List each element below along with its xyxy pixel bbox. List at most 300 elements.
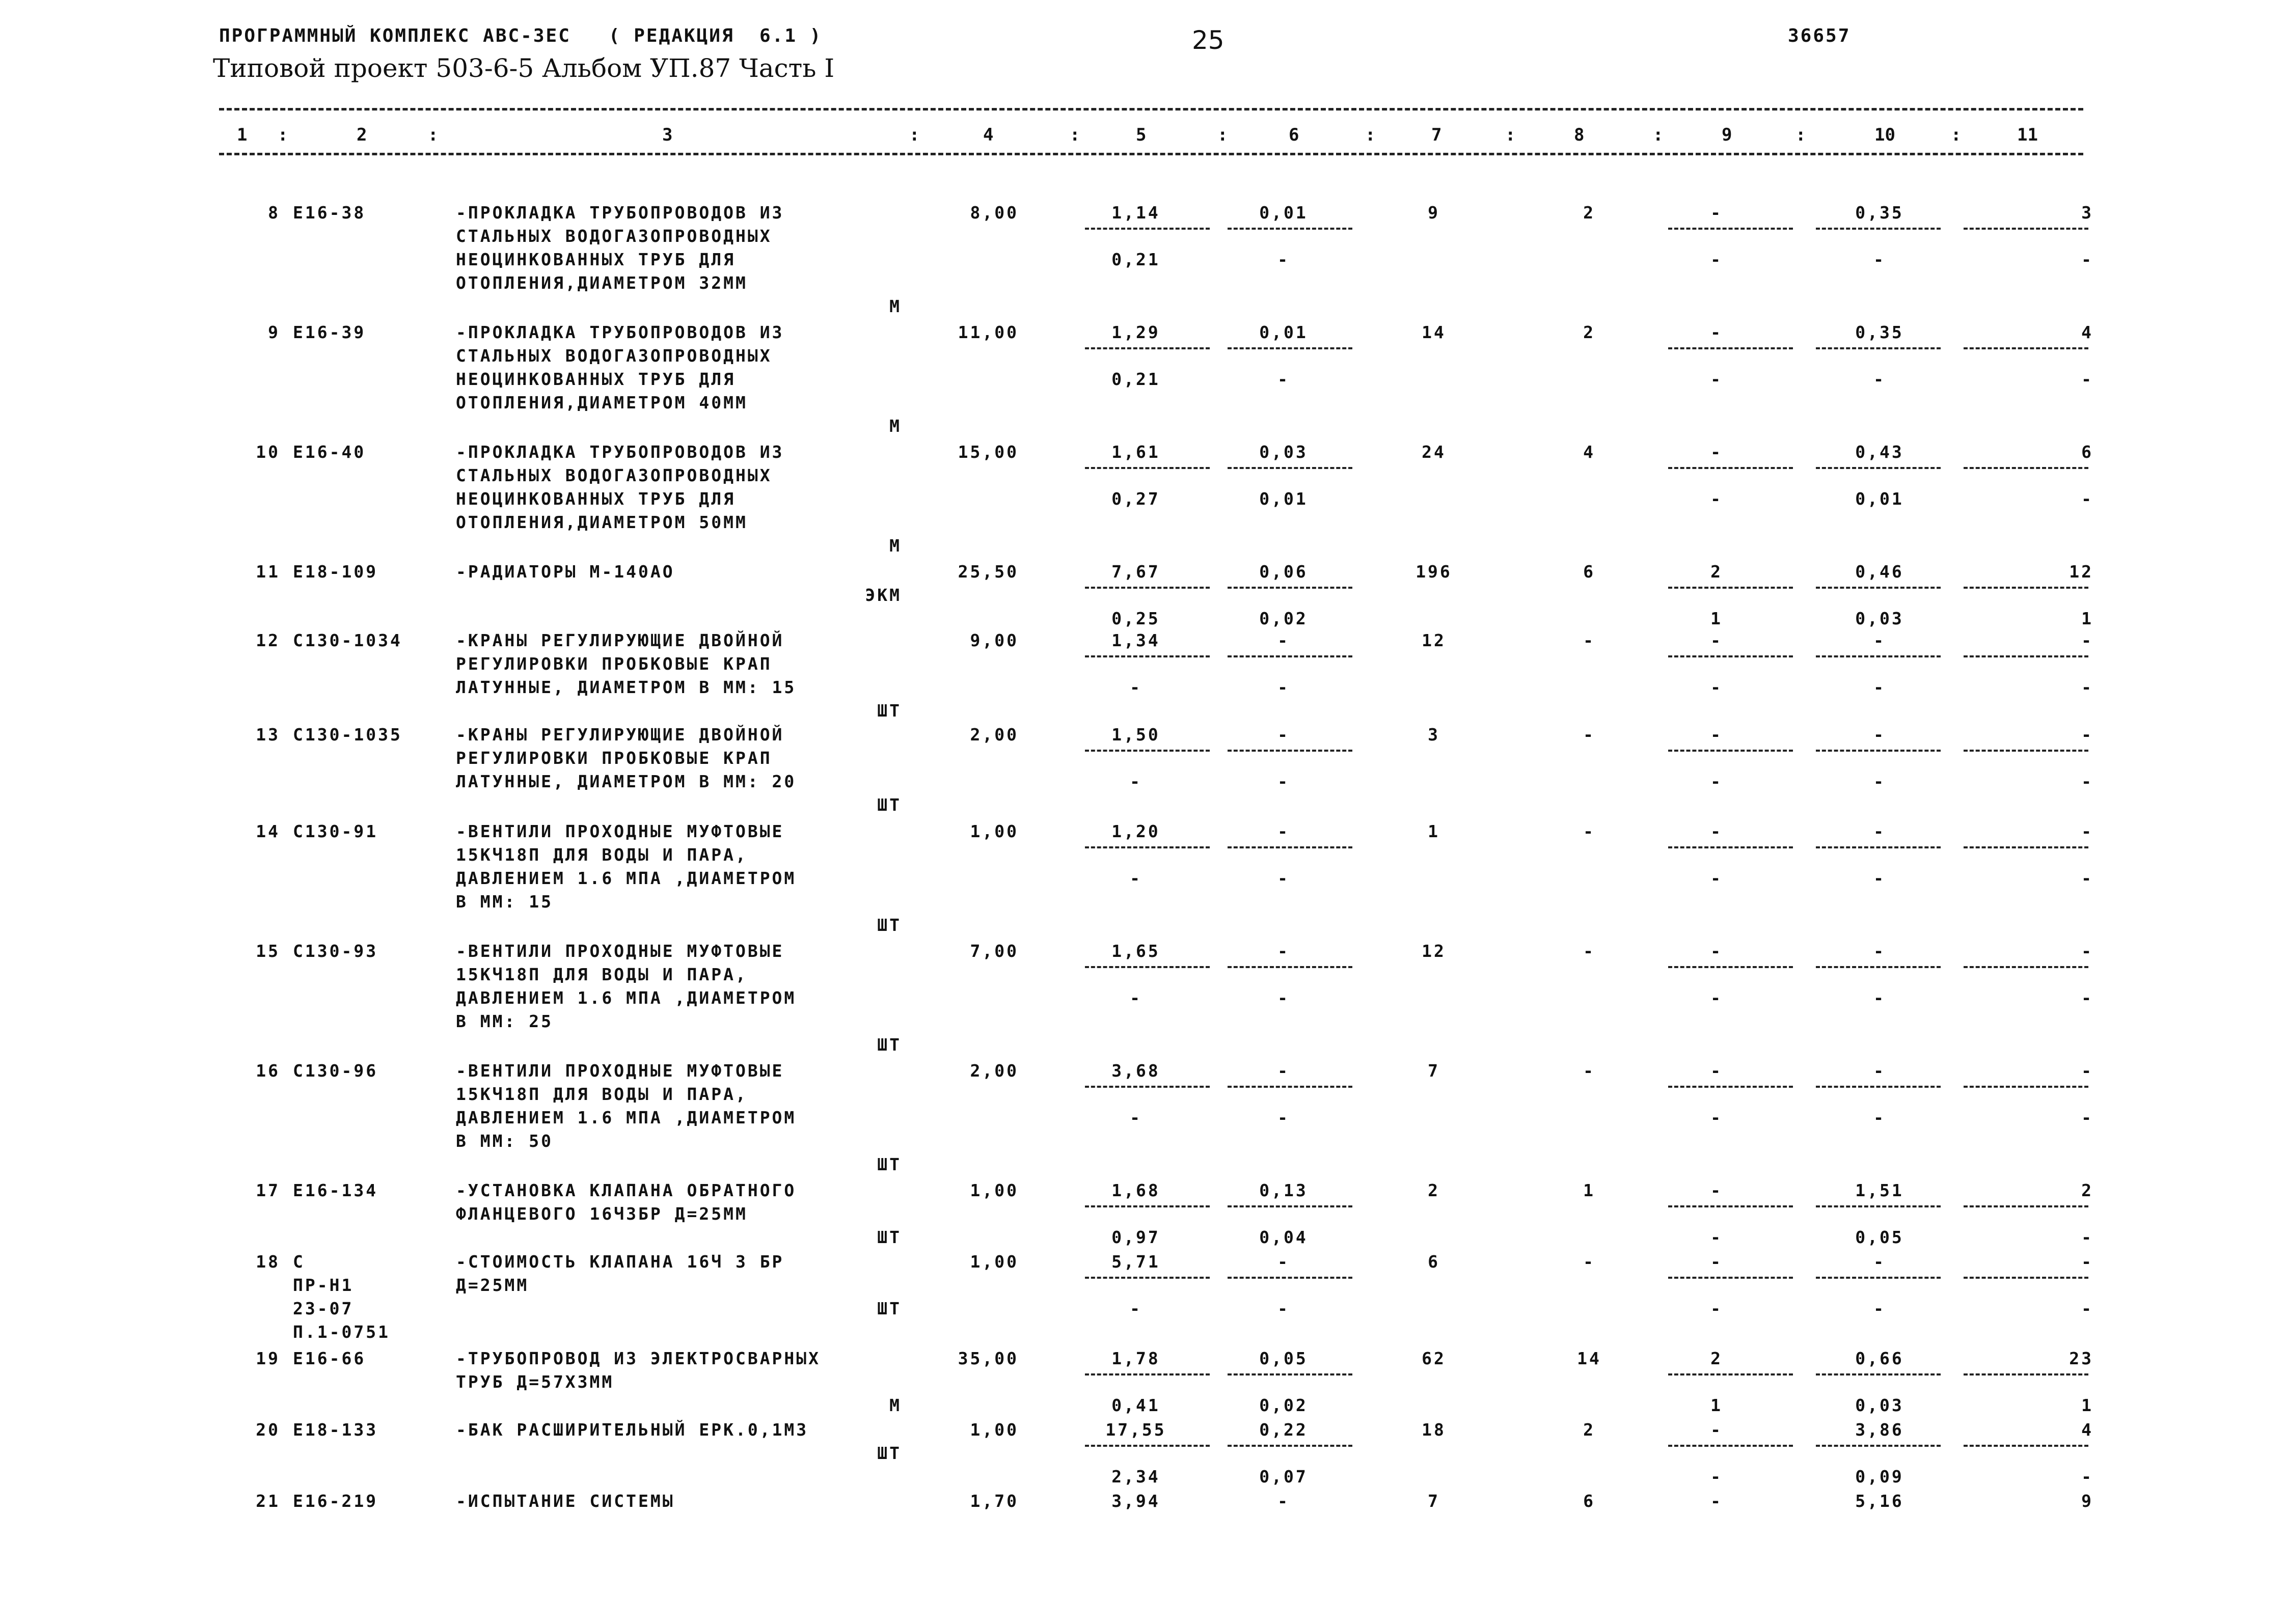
column-header-11: 11 — [2017, 125, 2038, 145]
cell-c8: - — [1583, 1061, 1595, 1081]
cell-c4: 9,00 — [970, 630, 1019, 650]
column-separator: : — [1070, 125, 1080, 145]
cell-c9: - — [1710, 821, 1723, 841]
cell-c9: - — [1710, 1252, 1723, 1272]
cell-c4: 1,00 — [970, 1420, 1019, 1440]
subtotal-rule — [1228, 1277, 1352, 1279]
cell-c7: 6 — [1428, 1252, 1440, 1272]
subtotal-rule — [1228, 467, 1352, 469]
cell-c4: 25,50 — [958, 562, 1019, 582]
header-rule-top — [219, 108, 2083, 111]
cell-c5: 5,71 — [1111, 1252, 1160, 1272]
cell-c9: - — [1710, 725, 1723, 745]
cell-c11-sub: - — [2081, 250, 2093, 269]
row-description: -ПРОКЛАДКА ТРУБОПРОВОДОВ ИЗ — [456, 442, 784, 462]
row-description: СТАЛЬНЫХ ВОДОГАЗОПРОВОДНЫХ — [456, 226, 772, 246]
subtotal-rule — [1085, 467, 1210, 469]
subtotal-rule — [1228, 1205, 1352, 1207]
cell-c9-sub: - — [1710, 1227, 1723, 1247]
row-description: ДАВЛЕНИЕМ 1.6 МПА ,ДИАМЕТРОМ — [456, 868, 797, 888]
row-unit: ШТ — [877, 1035, 902, 1055]
row-description: -ВЕНТИЛИ ПРОХОДНЫЕ МУФТОВЫЕ — [456, 941, 784, 961]
cell-c9-sub: - — [1710, 369, 1723, 389]
subtotal-rule — [1085, 1373, 1210, 1375]
subtotal-rule — [1668, 228, 1793, 230]
cell-c5: 1,78 — [1111, 1348, 1160, 1368]
cell-c10: - — [1873, 725, 1886, 745]
subtotal-rule — [1228, 655, 1352, 657]
cell-c6: 0,06 — [1259, 562, 1308, 582]
cell-c11: 9 — [2081, 1491, 2093, 1511]
column-header-3: 3 — [662, 125, 673, 145]
cell-c9: - — [1710, 1491, 1723, 1511]
row-description: ОТОПЛЕНИЯ,ДИАМЕТРОМ 40ММ — [456, 393, 748, 412]
cell-c8: 2 — [1583, 322, 1595, 342]
row-description: СТАЛЬНЫХ ВОДОГАЗОПРОВОДНЫХ — [456, 346, 772, 366]
row-description: Д=25ММ — [456, 1275, 529, 1295]
row-description: 15КЧ18П ДЛЯ ВОДЫ И ПАРА, — [456, 845, 748, 865]
cell-c4: 11,00 — [958, 322, 1019, 342]
row-description: -КРАНЫ РЕГУЛИРУЮЩИЕ ДВОЙНОЙ — [456, 725, 784, 745]
row-description: -ВЕНТИЛИ ПРОХОДНЫЕ МУФТОВЫЕ — [456, 821, 784, 841]
row-code-extra: П.1-0751 — [293, 1322, 390, 1342]
cell-c5-sub: - — [1130, 1299, 1142, 1318]
cell-c10-sub: - — [1873, 677, 1886, 697]
cell-c9: - — [1710, 322, 1723, 342]
cell-c9-sub: 1 — [1710, 1395, 1723, 1415]
cell-c11: 4 — [2081, 322, 2093, 342]
row-code: С130-1034 — [293, 630, 402, 650]
subtotal-rule — [1816, 655, 1941, 657]
subtotal-rule — [1964, 846, 2088, 848]
row-description: РЕГУЛИРОВКИ ПРОБКОВЫЕ КРАП — [456, 654, 772, 674]
row-unit: М — [889, 536, 902, 556]
cell-c6: - — [1277, 1491, 1290, 1511]
row-description: -ПРОКЛАДКА ТРУБОПРОВОДОВ ИЗ — [456, 322, 784, 342]
subtotal-rule — [1816, 1277, 1941, 1279]
cell-c5: 1,14 — [1111, 203, 1160, 223]
subtotal-rule — [1964, 966, 2088, 968]
row-number: 11 — [256, 562, 280, 582]
header-rule-bottom — [219, 153, 2083, 155]
row-number: 13 — [256, 725, 280, 745]
cell-c10: 0,66 — [1855, 1348, 1904, 1368]
cell-c6-sub: - — [1277, 677, 1290, 697]
cell-c9: - — [1710, 941, 1723, 961]
subtotal-rule — [1668, 846, 1793, 848]
cell-c5: 1,65 — [1111, 941, 1160, 961]
column-separator: : — [1951, 125, 1962, 145]
row-number: 20 — [256, 1420, 280, 1440]
cell-c9-sub: - — [1710, 772, 1723, 791]
row-description: В ММ: 25 — [456, 1011, 553, 1031]
column-separator: : — [1365, 125, 1376, 145]
cell-c11: 6 — [2081, 442, 2093, 462]
row-unit: ЭКМ — [865, 585, 902, 605]
row-description: -ПРОКЛАДКА ТРУБОПРОВОДОВ ИЗ — [456, 203, 784, 223]
cell-c8: 2 — [1583, 203, 1595, 223]
cell-c6-sub: - — [1277, 772, 1290, 791]
row-unit: ШТ — [877, 701, 902, 721]
subtotal-rule — [1964, 228, 2088, 230]
cell-c5: 7,67 — [1111, 562, 1160, 582]
subtotal-rule — [1085, 228, 1210, 230]
cell-c5-sub: 0,21 — [1111, 250, 1160, 269]
subtotal-rule — [1816, 228, 1941, 230]
cell-c4: 1,00 — [970, 821, 1019, 841]
cell-c10: 1,51 — [1855, 1180, 1904, 1200]
row-description: -КРАНЫ РЕГУЛИРУЮЩИЕ ДВОЙНОЙ — [456, 630, 784, 650]
row-code: Е16-40 — [293, 442, 366, 462]
subtotal-rule — [1816, 1373, 1941, 1375]
cell-c11-sub: - — [2081, 1299, 2093, 1318]
cell-c5: 3,68 — [1111, 1061, 1160, 1081]
row-unit: ШТ — [877, 1443, 902, 1463]
subtotal-rule — [1964, 1205, 2088, 1207]
cell-c9-sub: - — [1710, 250, 1723, 269]
row-unit: М — [889, 296, 902, 316]
cell-c10-sub: - — [1873, 1299, 1886, 1318]
row-code: С — [293, 1252, 305, 1272]
subtotal-rule — [1816, 1205, 1941, 1207]
cell-c10-sub: 0,05 — [1855, 1227, 1904, 1247]
cell-c8: - — [1583, 630, 1595, 650]
cell-c10: 5,16 — [1855, 1491, 1904, 1511]
subtotal-rule — [1085, 347, 1210, 349]
cell-c11-sub: 1 — [2081, 1395, 2093, 1415]
cell-c4: 2,00 — [970, 725, 1019, 745]
subtotal-rule — [1228, 587, 1352, 589]
cell-c11-sub: - — [2081, 1467, 2093, 1487]
cell-c10-sub: 0,09 — [1855, 1467, 1904, 1487]
row-unit: ШТ — [877, 795, 902, 815]
cell-c10: - — [1873, 1252, 1886, 1272]
cell-c4: 1,70 — [970, 1491, 1019, 1511]
row-description: -РАДИАТОРЫ М-140АО — [456, 562, 675, 582]
subtotal-rule — [1668, 467, 1793, 469]
subtotal-rule — [1964, 655, 2088, 657]
row-number: 19 — [256, 1348, 280, 1368]
subtotal-rule — [1668, 966, 1793, 968]
subtotal-rule — [1816, 966, 1941, 968]
cell-c7: 1 — [1428, 821, 1440, 841]
row-description: ОТОПЛЕНИЯ,ДИАМЕТРОМ 32ММ — [456, 273, 748, 293]
cell-c8: 14 — [1577, 1348, 1601, 1368]
row-description: -СТОИМОСТЬ КЛАПАНА 16Ч 3 БР — [456, 1252, 784, 1272]
cell-c8: 6 — [1583, 562, 1595, 582]
cell-c11-sub: - — [2081, 369, 2093, 389]
row-description: СТАЛЬНЫХ ВОДОГАЗОПРОВОДНЫХ — [456, 465, 772, 485]
cell-c9-sub: - — [1710, 988, 1723, 1008]
cell-c10-sub: - — [1873, 1108, 1886, 1127]
row-description: 15КЧ18П ДЛЯ ВОДЫ И ПАРА, — [456, 965, 748, 984]
cell-c6: - — [1277, 821, 1290, 841]
cell-c11-sub: - — [2081, 988, 2093, 1008]
cell-c7: 14 — [1422, 322, 1446, 342]
cell-c10: 3,86 — [1855, 1420, 1904, 1440]
row-code: Е16-219 — [293, 1491, 378, 1511]
subtotal-rule — [1816, 347, 1941, 349]
cell-c11: - — [2081, 1252, 2093, 1272]
row-unit: М — [889, 1395, 902, 1415]
subtotal-rule — [1964, 587, 2088, 589]
cell-c6-sub: 0,07 — [1259, 1467, 1308, 1487]
row-description: ДАВЛЕНИЕМ 1.6 МПА ,ДИАМЕТРОМ — [456, 988, 797, 1008]
row-unit: ШТ — [877, 915, 902, 935]
cell-c7: 7 — [1428, 1491, 1440, 1511]
cell-c10-sub: - — [1873, 988, 1886, 1008]
column-separator: : — [1505, 125, 1516, 145]
subtotal-rule — [1816, 587, 1941, 589]
row-number: 8 — [268, 203, 280, 223]
subtotal-rule — [1228, 750, 1352, 752]
row-description: НЕОЦИНКОВАННЫХ ТРУБ ДЛЯ — [456, 250, 736, 269]
subtotal-rule — [1085, 655, 1210, 657]
cell-c4: 7,00 — [970, 941, 1019, 961]
cell-c6-sub: - — [1277, 1108, 1290, 1127]
cell-c10: 0,35 — [1855, 203, 1904, 223]
cell-c11: 12 — [2069, 562, 2093, 582]
row-description: ФЛАНЦЕВОГО 16Ч3БР Д=25ММ — [456, 1204, 748, 1224]
cell-c6: - — [1277, 941, 1290, 961]
cell-c6-sub: - — [1277, 250, 1290, 269]
column-header-8: 8 — [1574, 125, 1585, 145]
subtotal-rule — [1085, 1086, 1210, 1088]
cell-c11: 3 — [2081, 203, 2093, 223]
cell-c10: - — [1873, 821, 1886, 841]
cell-c8: 4 — [1583, 442, 1595, 462]
cell-c6: - — [1277, 1252, 1290, 1272]
cell-c5-sub: 0,21 — [1111, 369, 1160, 389]
cell-c6: - — [1277, 630, 1290, 650]
row-code: Е18-133 — [293, 1420, 378, 1440]
cell-c7: 12 — [1422, 941, 1446, 961]
row-description: НЕОЦИНКОВАННЫХ ТРУБ ДЛЯ — [456, 489, 736, 509]
subtotal-rule — [1964, 1277, 2088, 1279]
row-number: 18 — [256, 1252, 280, 1272]
row-code: Е16-134 — [293, 1180, 378, 1200]
cell-c11: - — [2081, 1061, 2093, 1081]
column-separator: : — [909, 125, 920, 145]
row-description: ЛАТУННЫЕ, ДИАМЕТРОМ В ММ: 20 — [456, 772, 797, 791]
cell-c5-sub: 0,41 — [1111, 1395, 1160, 1415]
row-unit: ШТ — [877, 1154, 902, 1174]
page-number: 25 — [1192, 25, 1224, 55]
row-unit: ШТ — [877, 1299, 902, 1318]
column-header-1: 1 — [237, 125, 248, 145]
cell-c7: 18 — [1422, 1420, 1446, 1440]
cell-c11: - — [2081, 725, 2093, 745]
subtotal-rule — [1668, 1205, 1793, 1207]
subtotal-rule — [1085, 750, 1210, 752]
cell-c8: 1 — [1583, 1180, 1595, 1200]
cell-c6-sub: 0,02 — [1259, 609, 1308, 628]
row-description: ЛАТУННЫЕ, ДИАМЕТРОМ В ММ: 15 — [456, 677, 797, 697]
cell-c10-sub: - — [1873, 772, 1886, 791]
cell-c5: 3,94 — [1111, 1491, 1160, 1511]
cell-c7: 12 — [1422, 630, 1446, 650]
subtotal-rule — [1816, 1086, 1941, 1088]
cell-c11: - — [2081, 630, 2093, 650]
subtotal-rule — [1668, 347, 1793, 349]
row-description: РЕГУЛИРОВКИ ПРОБКОВЫЕ КРАП — [456, 748, 772, 768]
cell-c5-sub: 2,34 — [1111, 1467, 1160, 1487]
row-description: 15КЧ18П ДЛЯ ВОДЫ И ПАРА, — [456, 1084, 748, 1104]
cell-c5: 1,34 — [1111, 630, 1160, 650]
cell-c5-sub: - — [1130, 677, 1142, 697]
row-unit: ШТ — [877, 1227, 902, 1247]
cell-c10-sub: 0,01 — [1855, 489, 1904, 509]
subtotal-rule — [1228, 1373, 1352, 1375]
column-separator: : — [1653, 125, 1664, 145]
cell-c4: 35,00 — [958, 1348, 1019, 1368]
cell-c11: 2 — [2081, 1180, 2093, 1200]
cell-c11-sub: 1 — [2081, 609, 2093, 628]
subtotal-rule — [1964, 1445, 2088, 1447]
cell-c8: - — [1583, 941, 1595, 961]
subtotal-rule — [1964, 1086, 2088, 1088]
column-header-4: 4 — [983, 125, 994, 145]
row-number: 17 — [256, 1180, 280, 1200]
column-header-9: 9 — [1722, 125, 1732, 145]
cell-c5-sub: 0,25 — [1111, 609, 1160, 628]
cell-c7: 7 — [1428, 1061, 1440, 1081]
row-number: 15 — [256, 941, 280, 961]
row-code: Е16-66 — [293, 1348, 366, 1368]
cell-c6-sub: 0,02 — [1259, 1395, 1308, 1415]
cell-c10: 0,43 — [1855, 442, 1904, 462]
row-description: -ТРУБОПРОВОД ИЗ ЭЛЕКТРОСВАРНЫХ — [456, 1348, 821, 1368]
row-number: 21 — [256, 1491, 280, 1511]
cell-c10: - — [1873, 941, 1886, 961]
cell-c6-sub: - — [1277, 369, 1290, 389]
subtotal-rule — [1816, 750, 1941, 752]
cell-c11-sub: - — [2081, 1227, 2093, 1247]
subtotal-rule — [1668, 655, 1793, 657]
cell-c4: 2,00 — [970, 1061, 1019, 1081]
subtotal-rule — [1964, 750, 2088, 752]
cell-c5: 1,68 — [1111, 1180, 1160, 1200]
cell-c8: - — [1583, 1252, 1595, 1272]
cell-c11: 4 — [2081, 1420, 2093, 1440]
subtotal-rule — [1228, 228, 1352, 230]
cell-c9: - — [1710, 1420, 1723, 1440]
cell-c11: - — [2081, 821, 2093, 841]
cell-c10: 0,46 — [1855, 562, 1904, 582]
cell-c4: 8,00 — [970, 203, 1019, 223]
column-header-5: 5 — [1136, 125, 1147, 145]
cell-c9-sub: - — [1710, 1108, 1723, 1127]
row-code: Е16-38 — [293, 203, 366, 223]
column-separator: : — [1795, 125, 1806, 145]
cell-c11-sub: - — [2081, 677, 2093, 697]
cell-c6: - — [1277, 725, 1290, 745]
row-code: С130-91 — [293, 821, 378, 841]
cell-c5-sub: - — [1130, 868, 1142, 888]
column-header-6: 6 — [1289, 125, 1299, 145]
row-description: ОТОПЛЕНИЯ,ДИАМЕТРОМ 50ММ — [456, 512, 748, 532]
row-description: -ВЕНТИЛИ ПРОХОДНЫЕ МУФТОВЫЕ — [456, 1061, 784, 1081]
row-code-extra: ПР-Н1 — [293, 1275, 354, 1295]
row-description: НЕОЦИНКОВАННЫХ ТРУБ ДЛЯ — [456, 369, 736, 389]
cell-c8: 2 — [1583, 1420, 1595, 1440]
row-unit: М — [889, 416, 902, 436]
subtotal-rule — [1085, 587, 1210, 589]
cell-c10-sub: - — [1873, 369, 1886, 389]
cell-c7: 62 — [1422, 1348, 1446, 1368]
cell-c10: - — [1873, 1061, 1886, 1081]
subtotal-rule — [1668, 1373, 1793, 1375]
column-separator: : — [1217, 125, 1228, 145]
cell-c5: 1,20 — [1111, 821, 1160, 841]
subtotal-rule — [1816, 846, 1941, 848]
cell-c10: - — [1873, 630, 1886, 650]
subtotal-rule — [1668, 750, 1793, 752]
subtotal-rule — [1964, 347, 2088, 349]
cell-c9: 2 — [1710, 562, 1723, 582]
cell-c5: 17,55 — [1105, 1420, 1166, 1440]
row-description: -БАК РАСШИРИТЕЛЬНЫЙ ЕРК.0,1М3 — [456, 1420, 809, 1440]
row-code-extra: 23-07 — [293, 1299, 354, 1318]
column-separator: : — [428, 125, 439, 145]
cell-c11-sub: - — [2081, 772, 2093, 791]
cell-c5-sub: - — [1130, 1108, 1142, 1127]
cell-c8: - — [1583, 725, 1595, 745]
row-description: ТРУБ Д=57Х3ММ — [456, 1372, 614, 1392]
subtotal-rule — [1228, 347, 1352, 349]
cell-c9-sub: - — [1710, 489, 1723, 509]
column-header-7: 7 — [1431, 125, 1442, 145]
row-code: Е16-39 — [293, 322, 366, 342]
subtotal-rule — [1964, 1373, 2088, 1375]
subtotal-rule — [1668, 1277, 1793, 1279]
row-code: Е18-109 — [293, 562, 378, 582]
row-code: С130-96 — [293, 1061, 378, 1081]
subtotal-rule — [1085, 846, 1210, 848]
row-description: ДАВЛЕНИЕМ 1.6 МПА ,ДИАМЕТРОМ — [456, 1108, 797, 1127]
cell-c11-sub: - — [2081, 868, 2093, 888]
subtotal-rule — [1228, 1086, 1352, 1088]
cell-c4: 15,00 — [958, 442, 1019, 462]
project-title: Типовой проект 503-6-5 Альбом УП.87 Часть I — [213, 53, 835, 83]
row-description: В ММ: 15 — [456, 892, 553, 912]
cell-c9: - — [1710, 203, 1723, 223]
cell-c9-sub: 1 — [1710, 609, 1723, 628]
subtotal-rule — [1085, 966, 1210, 968]
cell-c9: - — [1710, 442, 1723, 462]
cell-c6: 0,22 — [1259, 1420, 1308, 1440]
cell-c6-sub: 0,01 — [1259, 489, 1308, 509]
row-number: 16 — [256, 1061, 280, 1081]
column-header-10: 10 — [1874, 125, 1895, 145]
row-description: В ММ: 50 — [456, 1131, 553, 1151]
cell-c5: 1,29 — [1111, 322, 1160, 342]
column-header-2: 2 — [357, 125, 367, 145]
subtotal-rule — [1228, 966, 1352, 968]
row-number: 10 — [256, 442, 280, 462]
cell-c7: 2 — [1428, 1180, 1440, 1200]
subtotal-rule — [1816, 467, 1941, 469]
cell-c8: 6 — [1583, 1491, 1595, 1511]
cell-c10-sub: 0,03 — [1855, 1395, 1904, 1415]
cell-c5-sub: - — [1130, 772, 1142, 791]
cell-c4: 1,00 — [970, 1252, 1019, 1272]
cell-c7: 24 — [1422, 442, 1446, 462]
cell-c11: 23 — [2069, 1348, 2093, 1368]
row-number: 12 — [256, 630, 280, 650]
program-header: ПРОГРАММНЫЙ КОМПЛЕКС АВС-3ЕС ( РЕДАКЦИЯ 6.1 ) — [219, 25, 823, 46]
cell-c5: 1,50 — [1111, 725, 1160, 745]
